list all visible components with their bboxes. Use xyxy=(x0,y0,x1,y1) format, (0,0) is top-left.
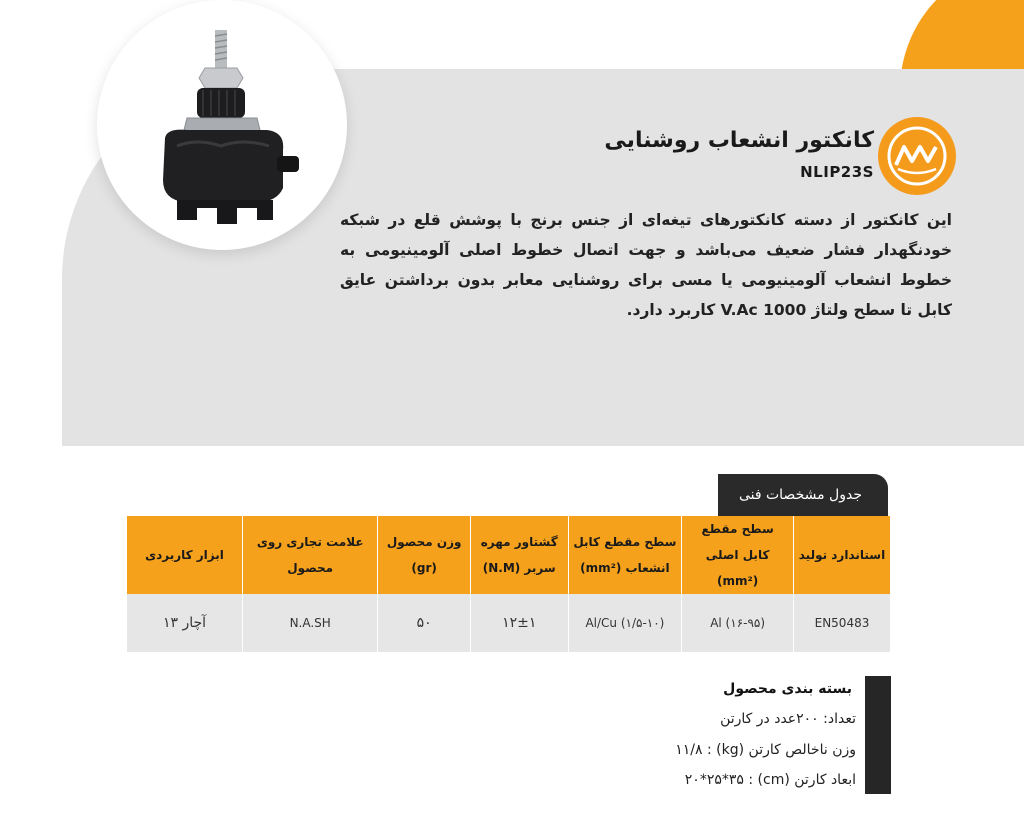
value-tool: آچار ۱۳ xyxy=(127,594,243,652)
spec-table-header-row xyxy=(127,516,891,594)
packaging-count: تعداد: ۲۰۰عدد در کارتن xyxy=(720,711,856,727)
value-branch-cable: Al/Cu (۱/۵-۱۰) xyxy=(568,594,682,652)
product-title: کانکتور انشعاب روشنایی xyxy=(604,128,874,153)
brand-logo xyxy=(878,117,956,195)
header-standard: استاندارد تولید xyxy=(793,516,890,594)
packaging-title: بسته بندی محصول xyxy=(723,681,852,697)
value-torque: ۱۲±۱ xyxy=(470,594,568,652)
product-photo xyxy=(97,0,347,250)
packaging-weight: وزن ناخالص کارتن (kg) : ۱۱/۸ xyxy=(675,742,856,758)
header-tool: ابزار کاربردی xyxy=(127,516,243,594)
header-main-cable: سطح مقطع کابل اصلی (mm²) xyxy=(682,516,794,594)
header-torque: گشتاور مهره سربر (N.M) xyxy=(470,516,568,594)
connector-product-image xyxy=(137,20,307,230)
value-standard: EN50483 xyxy=(793,594,890,652)
value-trademark: N.A.SH xyxy=(242,594,377,652)
spec-table-row xyxy=(127,594,891,652)
spec-table xyxy=(126,516,890,652)
brand-logo-icon xyxy=(886,125,948,187)
value-weight: ۵۰ xyxy=(378,594,471,652)
header-trademark: علامت تجاری روی محصول xyxy=(242,516,377,594)
packaging-accent-bar xyxy=(865,676,891,794)
header-branch-cable: سطح مقطع کابل انشعاب (mm²) xyxy=(568,516,682,594)
spec-table-tab: جدول مشخصات فنی xyxy=(718,474,888,516)
packaging-dimensions: ابعاد کارتن (cm) : ۲۰*۲۵*۳۵ xyxy=(684,772,856,788)
header-weight: وزن محصول (gr) xyxy=(378,516,471,594)
product-description: این کانکتور از دسته کانکتورهای تیغه‌ای از جنس برنج با پوشش قلع در شبکه خودنگهدار فشار ضعیف می‌باشد و جهت اتصال خطوط اصلی آلومینیومی به خطوط انشعاب آلومینیومی یا مسی برای روشنایی معابر بدون برداشتن عایق کابل تا سطح ولتاژ 1000 V.Ac کاربرد دارد. xyxy=(340,211,952,319)
product-model: NLIP23S xyxy=(800,163,874,181)
value-main-cable: Al (۱۶-۹۵) xyxy=(682,594,794,652)
